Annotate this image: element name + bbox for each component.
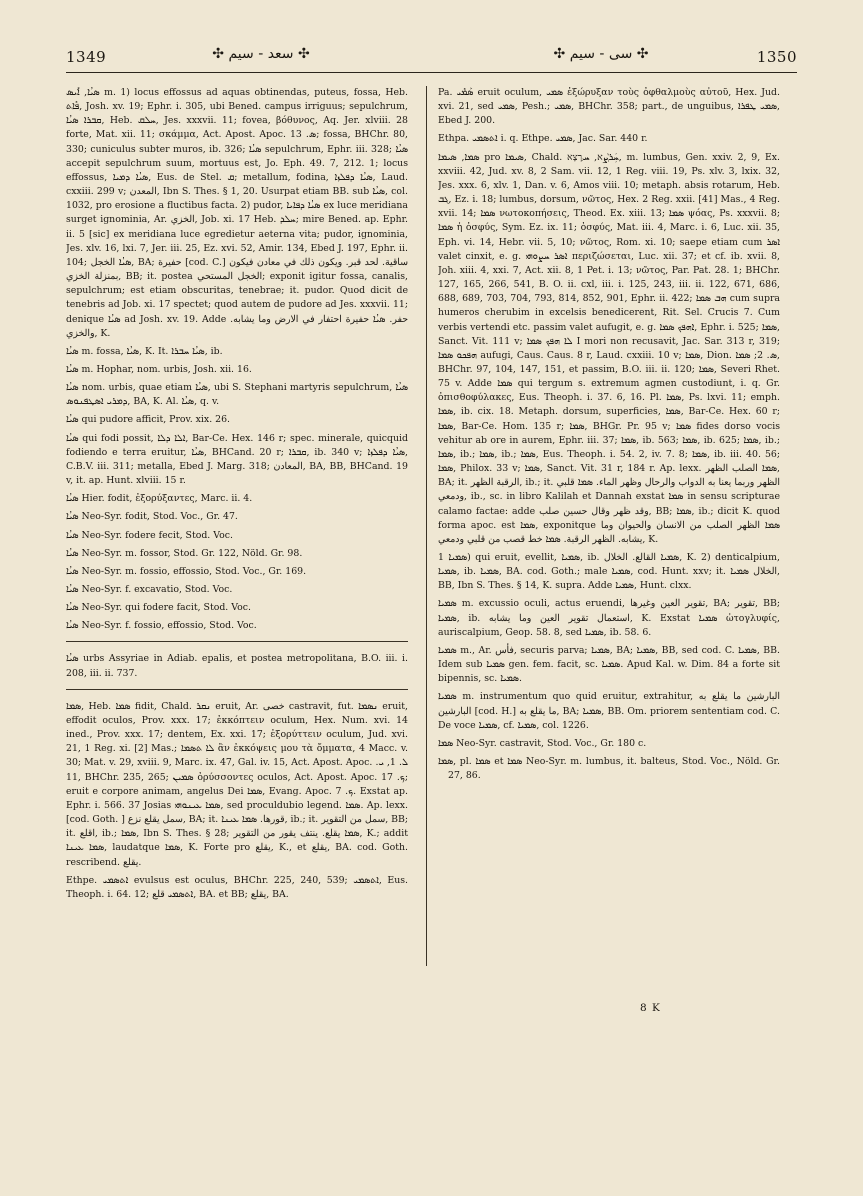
entry: ܣܝܳܐ Neo-Syr. fodere fecit, Stod. Voc. — [66, 529, 233, 541]
entry: ܣܡܐ Neo-Syr. castravit, Stod. Voc., Gr. 180 c. — [438, 737, 647, 749]
section-rule — [66, 689, 408, 690]
entry: ܣܝܳܐ Neo-Syr. qui fodere facit, Stod. Voc. — [66, 602, 251, 614]
entry: ܣܡܐ, Heb. ܣܡܐ fidit, Chald. ܢܩܪ eruit, Ar. خصى castravit, fut. ܢܣܡܐ eruit, effodit oculos, Prov. xxx. 17; ἐκκόπτειν oculum, Hex. Num. xvi. 14 ined., Prov. xxx. 17; dentem, Ex. xxi. 17; ἐξορύττειν oculum, Jud. xvi. 21, 1 Reg. xi. [2] Mas.; ܠܐ ܬܣܡܐ ἂν ἐκκόψεις μου τὰ ὄμματα, 4 Macc. v. 30; Mat. v. 29, xviii. 9, Marc. ix. 47, Gal. iv. 15, Act. Apost. Apoc. ܠ. 1, ܝ. 11, BHChr. 235, 265; ܣܡܝܢ ὀρύσσοντες oculos, Act. Apost. Apoc. ܟ. 17; eruit e corpore animam, angelus Dei ܣܡܐ, Evang. Apoc. ܟ. 7. Exstat ap. Ephr. i. 566. 37 Josias ܣܡܐ ܥܝܢܘܗܝ, sed proculdubio legend. ܣܡܐ. Ap. lexx. [cod. Goth. ] سمل يقلع نزع, BA; it. قورها. ܣܡܐ ܥܝܢܐ, ib.; it. سمل من التقوير, BB; it. اقلع, ib.; ܣܡܐ, Ibn S. Thes. § 28; ܣܡܐ يقلع. ينتف يقور من التقوير, K.; addit ܣܡܐ ܥܝܢܐ, laudatque ܣܡܐ, K. Forte pro يقلع, K., et يقلع, BA. cod. Goth. rescribend. يقلع. — [66, 700, 408, 868]
entry: ܣܝܳܐ Neo-Syr. f. excavatio, Stod. Voc. — [66, 584, 233, 595]
entry: ܣܡܝܐ m. excussio oculi, actus eruendi, تقوير العين وغيرها, BA; تقوير, BB; ܣܡܝܐ, ib. استعمال تقوير العين وما يشابه, K. Exstat ܣܡܝܐ ὠτογλυφίς, auriscalpium, Geop. 58. 8, sed ܣܡܝܐ, ib. 58. 6. — [438, 598, 780, 638]
entry: ܣܝܳܐ Neo-Syr. fodit, Stod. Voc., Gr. 47. — [66, 511, 238, 523]
entry: ܣܡܐ, ܣܝܡܐ pro ܣܝܡܐ, Chald. ܚܲܪְܨܵא, ܚַרְצָא, m. lumbus, Gen. xxiv. 2, 9, Ex. xxviii. 42, Jud. xv. 8, 2 Sam. vii. 12, 1 Reg. viii. 19, Ps. xlv. 3, lxix. 32, Jes. xxx. 6, xlv. 1, Dan. v. 6, Amos viii. 10; metaph. absis rotarum, Heb. ܓܒ, Ez. i. 18; lumbus, dorsum, νῶτος, Hex. 2 Reg. xxii. [41] Mas., 4 Reg. xvii. 14; ܣܡܐ νωτοκοπήσεις, Theod. Ex. xiii. 13; ܣܡܐ ψόας, Ps. xxxvii. 8; ܣܡܐ ἡ ὀσφύς, Sym. Ez. ix. 11; ὀσφύς, Mat. iii. 4, Marc. i. 6, Luc. xii. 35, Eph. vi. 14, Hebr. vii. 5, 10; νῶτος, Rom. xi. 10; saepe etiam cum ܐܣܪ valet cinxit, e. g. ܐܣܪ ܚܨܘܗܝ περιζώσεται, Luc. xii. 37; et cf. ib. xvii. 8, Joh. xiii. 4, xxi. 7, Act. xii. 8, 1 Pet. i. 13; νῶτος, Par. Pat. 28. 1; BHChr. 127, 165, 266, 541, B. O. ii. cxl, iii. i. 125, 243, iii. ii. 122, 671, 686, 688, 689, 703, 704, 793, 814, 852, 901, Ephr. ii. 422; ܗܒ ܣܡܐ cum supra humeros cherubim in excelsis benedicerent, Rit. Sel. Crucis 7. Cum verbis vertendi etc. passim valet aufugit, e. g. ܐܗܦܟ ܣܡܐ, Ephr. i. 525; ܣܡܐ, Sanct. Vit. 111 v; ܠܐ ܗܦܟ ܣܡܐ I mori non recusavit, Jac. Sar. 313 r, 319; ܗܦܟܘ ܣܡܐ aufugi, Caus. Caus. 8 r, Laud. cxxiii. 10 v; ܣܡܐ, Dion. ܣ. 2; ܣܡܐ, BHChr. 97, 104, 147, 151, et passim, B.O. iii. ii. 120; ܣܡܐ, Severi Rhet. 75 v. Adde ܣܡܐ qui tergum s. extremum agmen custodiunt, i. q. Gr. ὀπισθοφύλακες, Eus. Theoph. i. 37. 6, 16. Pl. ܣܡܐ, Ps. lxvi. 11; emph. ܣܡܐ, ib. cix. 18. Metaph. dorsum, superficies, ܣܡܐ, Bar-Ce. Hex. 60 r; ܣܡܐ, Bar-Ce. Hom. 135 r; ܣܡܐ, BHGr. Pr. 95 v; ܣܡܐ fides dorso vocis vehitur ab ore in aurem, Ephr. iii. 37; ܣܡܐ, ib. 563; ܣܡܐ, ib. 625; ܣܡܐ, ib.; ܣܡܐ, ib.; ܣܡܐ, ib.; ܣܡܐ, Eus. Theoph. i. 54. 2, iv. 7. 8; ܣܡܐ, ib. iii. 40. 56; ܣܡܐ, Philox. 33 v; ܣܡܐ, Sanct. Vit. 31 r, 184 r. Ap. lexx. ܣܡܐ الصلب الظهر, BA; it. الرقبة الظهر, ib.; it. الظهر وربما يعنا به الدواب والرحال وظهر الماء. ܣܡܐ قلبي ودمعي, ib., sc. in libro Kalilah et Dannah exstat ܣܡܐ in sensu scripturae calamo factae: adde وقد ظهر وقال حسين صلب, BB; ܣܡܐ, ib.; dicit K. quod forma apoc. est ܣܡܐ, exponitque ܣܡܐ الظهر الصلب من الانسان والحيوان وما يشابه. الظهر الرقبة. ܣܡܐ خط قصب من قلبي ودمعي, K. — [438, 151, 780, 545]
entry: ܣܝܳܐ m. fossa, ܣܝܳܐ, K. It. ܣܝܳܐ ܚܒܪܐ, ib. — [66, 345, 223, 357]
left-running-head: ✣ سعد - سیم ✣ — [212, 46, 310, 62]
entry: ܣܝܳܐ urbs Assyriae in Adiab. epalis, et postea metropolitana, B.O. iii. i. 208, iii. ii. 737. — [66, 653, 408, 679]
section-rule — [66, 641, 408, 642]
entry: ܣܝܳܐ qui fodi possit, ܐܠܐ ܕܠܐ, Bar-Ce. Hex. 146 r; spec. minerale, quicquid fodiendo e terra eruitur, ܣܝܳܐ, BHCand. 20 r; ܩܒܪܐ, ib. 340 v; ܣܝܳܐ ܕܦܠܙܐ, C.B.V. iii. 311; metalla, Ebed J. Marg. 318; المعادن, BA, BB, BHCand. 19 v, it. ap. Hunt. xlviii. 15 r. — [66, 432, 408, 487]
header-rule — [66, 72, 797, 73]
entry: Ethpa. ܐܬܣܡܝ i. q. Ethpe. ܣܡܝ, Jac. Sar. 440 r. — [438, 133, 648, 145]
entry: ܣܝܳܐ, ܐܺܝܣ m. 1) locus effossus ad aquas obtinendas, puteus, fossa, Heb. ܦܺܐܬ, Josh. xv. 19; Ephr. i. 305, ubi Bened. campus irriguus; sepulchrum, ܩܒܪܐ ܣܝܳܐ, Heb. ܚܠܩ, Jes. xxxvii. 11; fovea, βόθυνος, Aq. Jer. xlviii. 28 forte, Mat. xii. 11; σκάμμα, Act. Apost. Apoc. ܣ. 13; fossa, BHChr. 80, 330; cuniculus subter muros, ib. 326; ܣܝܳܐ sepulchrum, Ephr. iii. 328; ܣܝܳܐ accepit sepulchrum suum, mortuus est, Jo. Eph. 49. 7, 212. 1; locus effossus, ܣܝܳܐ ܕܡܝܐ, Eus. de Stel. ܩ; metallum, fodina, ܣܝܳܐ ܕܦܠܙܐ, Laud. cxxiii. 299 v; المعدن, Ibn S. Thes. § 1, 20. Usurpat etiam BB. sub ܣܝܳܐ, col. 1032, pro erosione a fluctibus facta. 2) pudor, ܣܝܳܐ ܕܦܐܝܐ ex luce meridiana surget ignominia, Ar. الخزي, Job. xi. 17 Heb. ܚܠܕ; mire Bened. ap. Ephr. ii. 5 [sic] ex meridiana luce egredietur aeterna vita; pudor, ignominia, Jes. xlv. 16, lxi. 7, Jer. iii. 25, Ez. xvi. 52, Amir. 134, Ebed J. 197, Ephr. ii. 104; ܣܝܳܐ الخجل, BA; حفيرة [cod. C.] ساقية. لحد قبر. ويكون ذلك في معادن فيكون بمنزلة الخزي, BB; it. postea الخجل المستحي; exponit igitur fossa, canalis, sepulchrum; est etiam obscuritas, tenebrae; it. pudor. Quod dicit de tenebris ad Job. xi. 17 spectet; quod autem de pudore ad Jes. xxxvii. 11; denique ܣܝܳܐ ad Josh. xv. 19. Adde حفر. ܣܝܳܐ حفيرة احتفار في الارض وما يشابه. والخزي, K. — [66, 87, 408, 339]
right-running-head: ✣ سی - سیم ✣ — [553, 46, 649, 62]
entry: ܣܡܝܐ 1) qui eruit, evellit, ܣܡܝܐ, ib. ܣܡܝܐ القالع. الخلال, K. 2) denticalpium, ܣܡܝܐ, ib. ܣܡܝܐ, BA. cod. Goth.; male ܣܡܝܐ, cod. Hunt. xxv; it. الخلال ܣܡܝܐ, BB, Ibn S. Thes. § 14, K. supra. Adde ܣܡܝܐ, Hunt. clxx. — [438, 552, 780, 592]
entry: ܣܝܳܐ Neo-Syr. m. fossor, Stod. Gr. 122, Nöld. Gr. 98. — [66, 547, 303, 559]
right-page-number: 1350 — [756, 48, 797, 66]
entry: ܣܡܝܐ m. instrumentum quo quid eruitur, extrahitur, البارشين ما يقلع به البارشين [cod. H.] ما يقلع به, BA; ܣܡܝܐ, BB. Om. priorem sententiam cod. C. De voce ܣܡܝܐ, cf. ܣܡܝܐ, col. 1226. — [438, 691, 780, 731]
entry: ܣܝܳܐ qui pudore afficit, Prov. xix. 26. — [66, 414, 230, 426]
page-header — [66, 44, 797, 68]
right-column — [438, 86, 780, 1126]
signature-mark: 8 K — [640, 1002, 661, 1014]
entry: ܣܝܳܐ m. Hophar, nom. urbis, Josh. xii. 16. — [66, 363, 252, 375]
entry: Pa. ܣܰܡܺܝ eruit oculum, ܣܡܝ ἐξώρυξαν τοὺς ὀφθαλμοὺς αὐτοῦ, Hex. Jud. xvi. 21, sed ܣܡܝ, Pesh.; ܣܡܝ, BHChr. 358; part., de unguibus, ܣܡܝ ܛܦܪܐ, Ebed J. 200. — [438, 87, 780, 127]
entry: ܣܝܳܐ Hier. fodit, ἐξορύξαντες, Marc. ii. 4. — [66, 493, 253, 505]
column-divider — [426, 86, 427, 966]
entry: Ethpe. ܐܬܣܡܝ evulsus est oculus, BHChr. 225, 240, 539; ܐܬܣܡܝ, Eus. Theoph. i. 64. 12; ܐܬܣܡܝ قلع, BA. et BB; يقلع, BA. — [66, 874, 408, 900]
entry: ܣܝܳܐ Neo-Syr. m. fossio, effossio, Stod. Voc., Gr. 169. — [66, 565, 307, 577]
entry: ܣܡܝܐ m., Ar. فأس, securis parva; ܣܡܝܐ, BA; ܣܡܝܐ, BB, sed cod. C. ܣܡܝܐ, BB. Idem sub ܣܡܝܐ gen. fem. facit, sc. ܣܡܝܐ. Apud Kal. w. Dim. 84 a forte sit bipennis, sc. ܣܡܝܐ. — [438, 644, 780, 685]
entry: ܣܡܐ, pl. ܣܡܐ et ܣܡܐ Neo-Syr. m. lumbus, it. balteus, Stod. Voc., Nöld. Gr. 27, 86. — [438, 756, 780, 782]
left-column — [66, 86, 408, 1126]
left-page-number: 1349 — [66, 48, 107, 66]
entry: ܣܝܳܐ nom. urbis, quae etiam ܣܝܳܐ, ubi S. Stephani martyris sepulchrum, ܣܝܳܐ ܕܡܪܝ ܐܣܛܦܢܘܣ, BA, K. Al. ܣܝܳܐ, q. v. — [66, 382, 408, 408]
entry: ܣܝܳܐ Neo-Syr. f. fossio, effossio, Stod. Voc. — [66, 620, 257, 632]
